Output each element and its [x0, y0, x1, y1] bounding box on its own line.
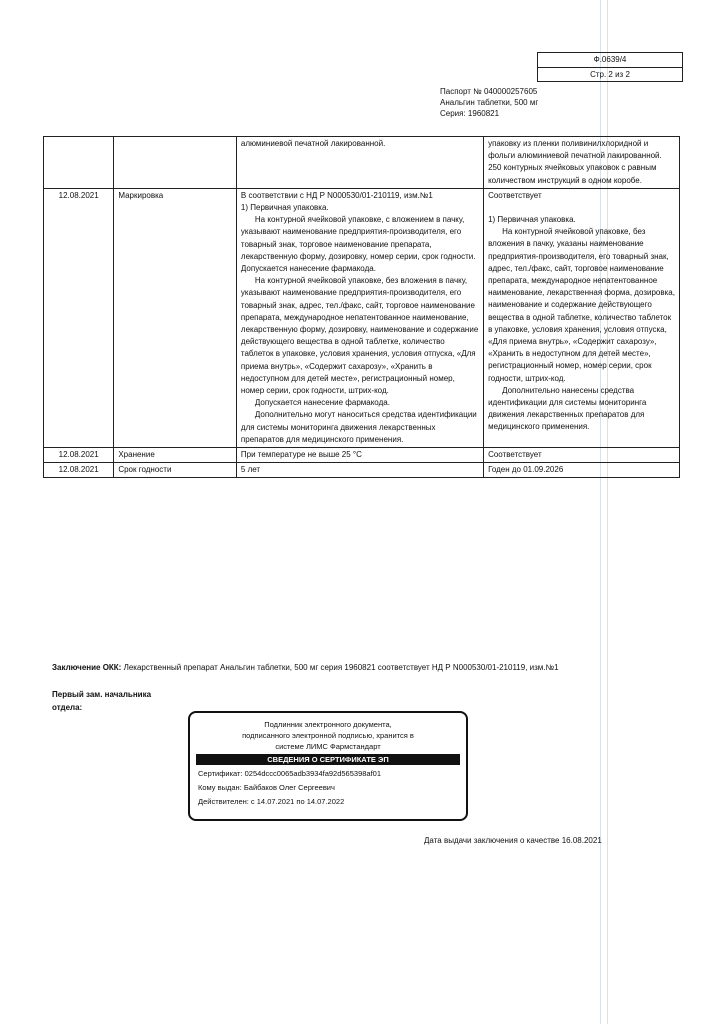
product-name: Анальгин таблетки, 500 мг	[440, 98, 539, 107]
result-text: 1) Первичная упаковка.	[488, 215, 576, 225]
requirement-text: алюминиевой печатной лакированной.	[240, 139, 386, 148]
certificate-owner: Кому выдан: Байбаков Олег Сергеевич	[198, 783, 335, 792]
table-row	[44, 463, 680, 478]
conclusion-text: Лекарственный препарат Анальгин таблетки, 500 мг серия 1960821 соответствует НД Р N000530/01-210119, изм.№1	[121, 663, 559, 672]
batch-number: Серия: 1960821	[440, 109, 500, 118]
requirement-text: 1) Первичная упаковка.	[240, 203, 329, 213]
form-code: Ф.0639/4	[538, 53, 682, 68]
passport-number: Паспорт № 040000257605	[440, 87, 538, 96]
result-text: Дополнительно нанесены средства идентификации для системы мониторинга движения лекарственных препаратов для медицинского применения.	[488, 385, 647, 432]
conclusion-label: Заключение ОКК:	[52, 663, 122, 672]
signer-block	[52, 688, 151, 714]
form-code-box	[537, 52, 683, 82]
signer-department: отдела:	[52, 703, 83, 712]
page-number: Стр. 2 из 2	[590, 70, 630, 79]
row-date	[44, 137, 114, 189]
row-date: 12.08.2021	[44, 448, 114, 463]
row-requirement: При температуре не выше 25 °С	[236, 448, 483, 463]
row-result	[484, 188, 680, 447]
stamp-line: системе ЛИМС Фармстандарт	[275, 742, 381, 751]
row-test-name: Хранение	[114, 448, 237, 463]
stamp-header: СВЕДЕНИЯ О СЕРТИФИКАТЕ ЭП	[196, 754, 460, 765]
row-requirement	[236, 137, 483, 189]
row-date: 12.08.2021	[44, 188, 114, 447]
electronic-signature-stamp	[188, 711, 468, 821]
row-test-name: Маркировка	[114, 188, 237, 447]
result-text: 250 контурных ячейковых упаковок с равным количеством инструкций в одном коробе.	[488, 163, 657, 185]
result-text: Соответствует	[488, 190, 542, 200]
row-test-name	[114, 137, 237, 189]
table-row	[44, 448, 680, 463]
table-row	[44, 137, 680, 189]
requirement-text: На контурной ячейковой упаковке, без вложения в пачку, указывают наименование предприятия-производителя, его товарный знак, адрес, тел./факс, сайт, торговое наименование препарата, международное непатентованное наименование, лекарственную форму, дозировку, наименование и содержание действующего вещества в одной таблетке, количество таблеток в упаковке, условия хранения, условия отпуска, «Для приема внутрь», «Содержит сахарозу», «Хранить в недоступном для детей месте», регистрационный номер, номер серии, срок годности, штрих-код.	[240, 276, 479, 396]
test-results-table	[43, 136, 680, 478]
issue-date: Дата выдачи заключения о качестве 16.08.2021	[424, 836, 602, 845]
stamp-text	[190, 719, 466, 752]
result-text: упаковку из пленки поливинилхлоридной и фольги алюминиевой печатной лакированной.	[488, 139, 662, 161]
requirement-text: В соответствии с НД Р N000530/01-210119, изм.№1	[240, 190, 433, 200]
row-result: Годен до 01.09.2026	[484, 463, 680, 478]
row-requirement: 5 лет	[236, 463, 483, 478]
requirement-text: На контурной ячейковой упаковке, с вложением в пачку, указывают наименование предприятия-производителя, его товарный знак, торговое наименование препарата, лекарственную форму, дозировку, номер серии, срок годности. Допускается нанесение фармакода.	[240, 215, 476, 274]
stamp-line: подписанного электронной подписью, хранится в	[242, 731, 414, 740]
requirement-text: Дополнительно могут наноситься средства идентификации для системы мониторинга движения лекарственных препаратов для медицинского применения.	[240, 410, 477, 444]
result-text: На контурной ячейковой упаковке, без вложения в пачку, указаны наименование предприятия-производителя, его товарный знак, адрес, тел./факс, сайт, торговое наименование препарата, международное непатентованное наименование, лекарственная форма, дозировка, наименование и содержание действующего вещества в одной таблетке, количество таблеток в упаковке, условия хранения, условия отпуска, «Для приема внутрь», «Содержит сахарозу», «Хранить в недоступном для детей месте», регистрационный номер, номер серии, срок годности, штрих-код.	[488, 227, 675, 383]
row-result	[484, 137, 680, 189]
signer-position: Первый зам. начальника	[52, 690, 152, 699]
row-test-name: Срок годности	[114, 463, 237, 478]
row-result: Соответствует	[484, 448, 680, 463]
requirement-text: Допускается нанесение фармакода.	[254, 398, 390, 408]
passport-info	[440, 86, 538, 119]
conclusion	[52, 661, 652, 674]
table-row	[44, 188, 680, 447]
result-spacer	[488, 202, 675, 214]
row-requirement	[236, 188, 483, 447]
row-date: 12.08.2021	[44, 463, 114, 478]
certificate-validity: Действителен: с 14.07.2021 по 14.07.2022	[198, 797, 345, 806]
stamp-line: Подлинник электронного документа,	[264, 720, 392, 729]
certificate-number: Сертификат: 0254dccc0065adb3934fa92d565398af01	[198, 769, 382, 778]
